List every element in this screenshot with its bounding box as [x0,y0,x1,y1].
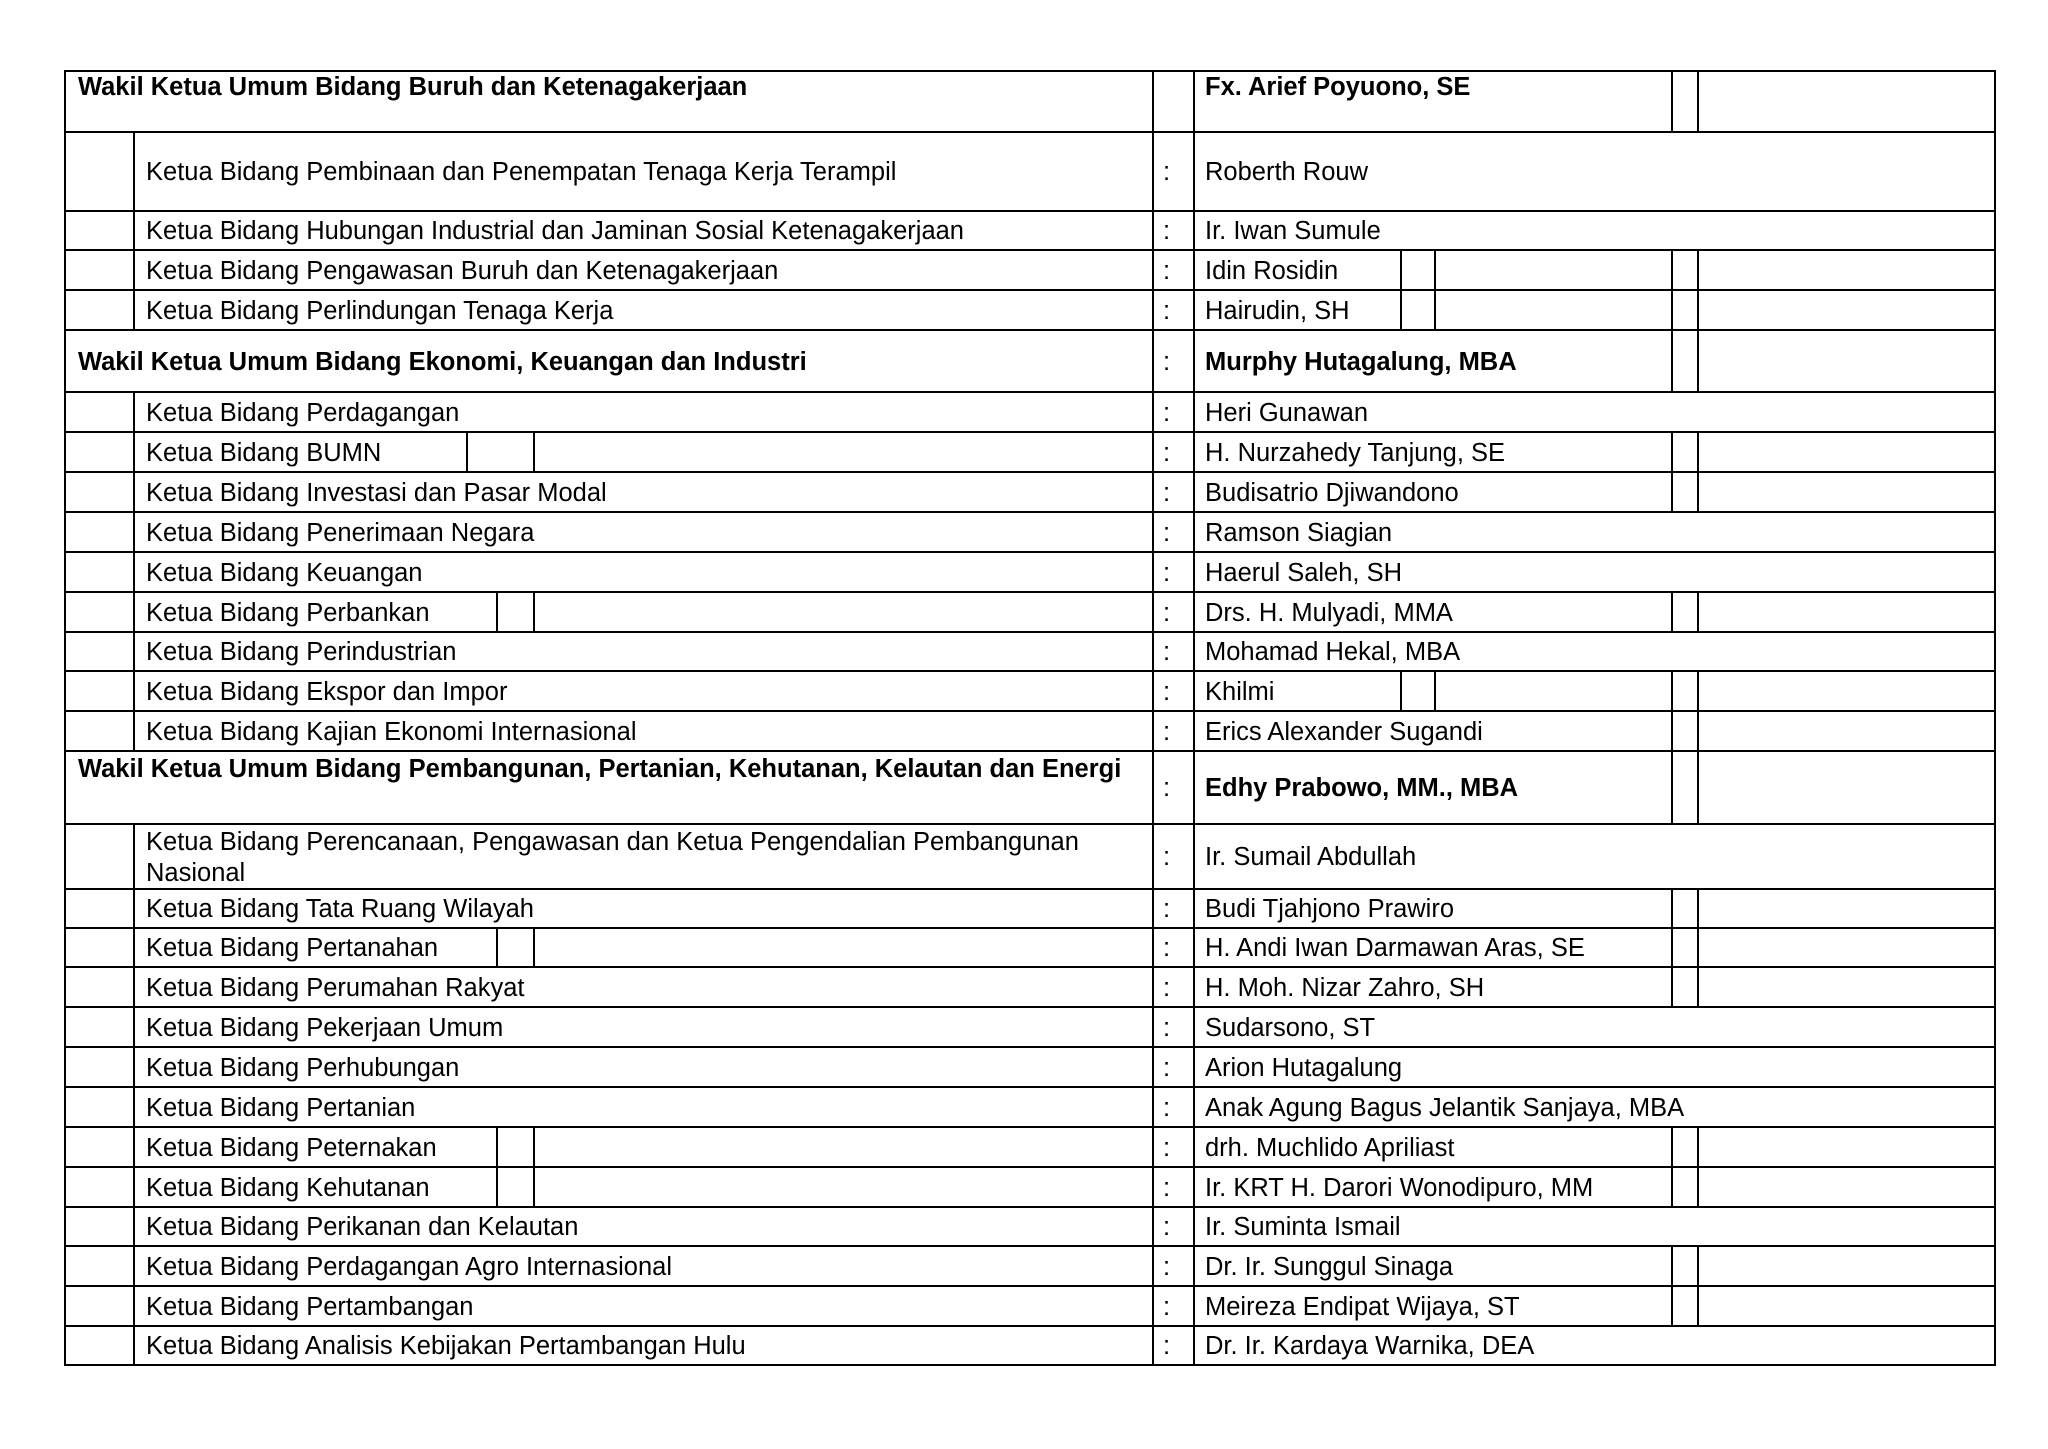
column-divider [1193,1206,1195,1245]
column-divider [1193,70,1195,131]
row-divider [64,329,1994,331]
column-divider [1193,431,1195,471]
separator-colon: : [1163,973,1171,1002]
separator-colon: : [1163,478,1171,507]
cell-divider [1400,289,1402,329]
row-divider [64,631,1994,633]
column-divider [1193,131,1195,210]
person-name: H. Nurzahedy Tanjung, SE [1205,438,1506,467]
position-label: Ketua Bidang Keuangan [146,558,423,587]
row-divider [64,289,1994,291]
person-name: Erics Alexander Sugandi [1205,717,1483,746]
row-divider [64,1245,1994,1247]
row-divider [64,551,1994,553]
column-divider [1152,1086,1154,1126]
person-name: Drs. H. Mulyadi, MMA [1205,598,1453,627]
row-divider [64,391,1994,393]
cell-divider [1697,329,1699,391]
cell-divider [1671,966,1673,1006]
person-name: Khilmi [1205,677,1275,706]
cell-divider [1671,1166,1673,1206]
row-divider [64,1285,1994,1287]
column-divider [1152,750,1154,823]
indent-divider [133,631,135,670]
column-divider [1193,1006,1195,1046]
cell-divider [1697,471,1699,511]
separator-colon: : [1163,1252,1171,1281]
person-name: Budi Tjahjono Prawiro [1205,895,1454,923]
column-divider [1152,631,1154,670]
column-divider [1152,1245,1154,1285]
cell-divider [1434,249,1436,289]
position-label: Ketua Bidang Analisis Kebijakan Pertambangan Hulu [146,1332,746,1360]
indent-divider [133,511,135,551]
indent-divider [133,966,135,1006]
section-heading: Wakil Ketua Umum Bidang Buruh dan Ketenagakerjaan [78,73,748,101]
indent-divider [133,431,135,471]
person-name: Hairudin, SH [1205,296,1350,325]
row-divider [64,210,1994,212]
indent-divider [133,591,135,631]
row-divider [64,1364,1994,1366]
cell-divider [1697,750,1699,823]
indent-divider [133,1325,135,1364]
section-head-name: Murphy Hutagalung, MBA [1205,347,1517,376]
person-name: Meireza Endipat Wijaya, ST [1205,1292,1520,1321]
cell-divider [1697,289,1699,329]
column-divider [1152,888,1154,927]
person-name: Sudarsono, ST [1205,1013,1376,1042]
column-divider [1193,249,1195,289]
row-divider [64,966,1994,968]
indent-divider [133,1046,135,1086]
cell-divider [1697,966,1699,1006]
position-label: Ketua Bidang Investasi dan Pasar Modal [146,478,607,507]
column-divider [1152,927,1154,966]
indent-divider [133,1166,135,1206]
position-label: Ketua Bidang Kehutanan [146,1173,430,1202]
indent-divider [133,927,135,966]
column-divider [1193,591,1195,631]
cell-divider [1697,431,1699,471]
row-divider [64,591,1994,593]
person-name: H. Andi Iwan Darmawan Aras, SE [1205,934,1585,962]
position-label: Ketua Bidang Perdagangan Agro Internasional [146,1252,672,1281]
position-label: Ketua Bidang Peternakan [146,1133,437,1162]
indent-divider [133,1006,135,1046]
separator-colon: : [1163,558,1171,587]
position-label: Ketua Bidang Tata Ruang Wilayah [146,895,534,923]
column-divider [1152,1006,1154,1046]
row-divider [64,1006,1994,1008]
column-divider [1193,1046,1195,1086]
cell-divider [1697,1285,1699,1325]
person-name: Ir. KRT H. Darori Wonodipuro, MM [1205,1173,1594,1202]
position-label: Ketua Bidang Pekerjaan Umum [146,1013,504,1042]
indent-divider [133,289,135,329]
cell-divider [1671,70,1673,131]
column-divider [1193,329,1195,391]
column-divider [1193,1166,1195,1206]
section-head-name: Edhy Prabowo, MM., MBA [1205,774,1519,802]
indent-divider [133,670,135,710]
cell-divider [1671,1285,1673,1325]
cell-divider [1671,329,1673,391]
column-divider [1152,329,1154,391]
indent-divider [133,551,135,591]
column-divider [1193,1126,1195,1166]
column-divider [1193,1086,1195,1126]
cell-divider [1671,471,1673,511]
column-divider [1152,1206,1154,1245]
column-divider [1152,1126,1154,1166]
cell-divider [1697,670,1699,710]
row-divider [64,670,1994,672]
section-head-name: Fx. Arief Poyuono, SE [1205,73,1471,101]
separator-colon: : [1163,1173,1171,1202]
indent-divider [133,1126,135,1166]
separator-colon: : [1163,1292,1171,1321]
separator-colon: : [1163,398,1171,427]
person-name: Heri Gunawan [1205,398,1368,427]
cell-divider [1697,591,1699,631]
cell-divider [1697,888,1699,927]
indent-divider [133,131,135,210]
indent-divider [133,710,135,750]
column-divider [1152,1166,1154,1206]
position-label: Ketua Bidang Pertanahan [146,934,439,962]
row-divider [64,927,1994,929]
row-divider [64,431,1994,433]
person-name: Idin Rosidin [1205,256,1339,285]
separator-colon: : [1163,438,1171,467]
cell-divider [1400,249,1402,289]
row-divider [64,1325,1994,1327]
cell-divider [1671,670,1673,710]
column-divider [1152,966,1154,1006]
indent-divider [133,391,135,431]
column-divider [1152,431,1154,471]
separator-colon: : [1163,598,1171,627]
separator-colon: : [1163,1093,1171,1122]
indent-divider [133,1206,135,1245]
column-divider [1193,391,1195,431]
column-divider [1193,551,1195,591]
cell-divider [1671,249,1673,289]
column-divider [1193,631,1195,670]
column-divider [1152,551,1154,591]
position-label: Ketua Bidang Perumahan Rakyat [146,973,525,1002]
cell-divider [1671,591,1673,631]
column-divider [1193,289,1195,329]
separator-colon: : [1163,217,1171,245]
indent-divider [133,1245,135,1285]
column-divider [1152,249,1154,289]
column-divider [1193,927,1195,966]
row-divider [64,750,1994,752]
column-divider [1152,471,1154,511]
row-divider [64,1126,1994,1128]
separator-colon: : [1163,1133,1171,1162]
column-divider [1193,750,1195,823]
separator-colon: : [1163,1213,1171,1241]
cell-divider [1697,927,1699,966]
column-divider [1193,511,1195,551]
person-name: Mohamad Hekal, MBA [1205,638,1461,666]
column-divider [1152,1325,1154,1364]
position-label: Ketua Bidang Perdagangan [146,398,460,427]
separator-colon: : [1163,934,1171,962]
position-label: Ketua Bidang Penerimaan Negara [146,518,535,547]
row-divider [64,249,1994,251]
separator-colon: : [1163,158,1171,186]
column-divider [1193,966,1195,1006]
position-label: Ketua Bidang Perencanaan, Pengawasan dan Ketua Pengendalian Pembangunan Nasional [146,828,1079,887]
column-divider [1193,670,1195,710]
column-divider [1193,710,1195,750]
person-name: H. Moh. Nizar Zahro, SH [1205,973,1485,1002]
person-name: Ir. Iwan Sumule [1205,217,1381,245]
column-divider [1152,710,1154,750]
cell-divider [1697,249,1699,289]
section-heading: Wakil Ketua Umum Bidang Ekonomi, Keuangan dan Industri [78,347,807,376]
cell-divider [1434,289,1436,329]
column-divider [1193,1245,1195,1285]
cell-divider [1671,710,1673,750]
cell-divider [1671,1126,1673,1166]
position-label: Ketua Bidang Pertanian [146,1093,416,1122]
row-divider [64,1046,1994,1048]
column-divider [1193,1325,1195,1364]
column-divider [1152,1285,1154,1325]
column-divider [1193,823,1195,888]
section-heading: Wakil Ketua Umum Bidang Pembangunan, Pertanian, Kehutanan, Kelautan dan Energi [78,755,1122,783]
column-divider [1152,210,1154,249]
separator-colon: : [1163,843,1171,871]
person-name: Ramson Siagian [1205,518,1393,547]
row-divider [64,1086,1994,1088]
position-label: Ketua Bidang Ekspor dan Impor [146,677,508,706]
separator-colon: : [1163,717,1171,746]
cell-divider [1671,289,1673,329]
column-divider [1152,823,1154,888]
position-label: Ketua Bidang Hubungan Industrial dan Jaminan Sosial Ketenagakerjaan [146,217,964,245]
position-label: Ketua Bidang BUMN [146,438,382,467]
separator-colon: : [1163,1332,1171,1360]
table-border-right [1994,70,1996,1366]
person-name: Roberth Rouw [1205,158,1368,186]
indent-divider [133,1285,135,1325]
indent-divider [133,823,135,888]
position-label: Ketua Bidang Pengawasan Buruh dan Ketenagakerjaan [146,256,779,285]
person-name: Arion Hutagalung [1205,1053,1403,1082]
row-divider [64,710,1994,712]
position-label: Ketua Bidang Pembinaan dan Penempatan Tenaga Kerja Terampil [146,158,897,186]
person-name: Haerul Saleh, SH [1205,558,1403,587]
column-divider [1152,131,1154,210]
cell-divider [1671,431,1673,471]
position-label: Ketua Bidang Perikanan dan Kelautan [146,1213,579,1241]
cell-divider [1434,670,1436,710]
person-name: Ir. Sumail Abdullah [1205,843,1417,871]
indent-divider [133,888,135,927]
indent-divider [133,210,135,249]
separator-colon: : [1163,518,1171,547]
column-divider [1152,289,1154,329]
person-name: Budisatrio Djiwandono [1205,478,1459,507]
row-divider [64,1166,1994,1168]
position-label: Ketua Bidang Perhubungan [146,1053,460,1082]
row-divider [64,823,1994,825]
indent-divider [133,1086,135,1126]
separator-colon: : [1163,256,1171,285]
cell-divider [1697,1166,1699,1206]
row-divider [64,131,1994,133]
person-name: Ir. Suminta Ismail [1205,1213,1401,1241]
cell-divider [1697,70,1699,131]
column-divider [1193,210,1195,249]
row-divider [64,471,1994,473]
indent-divider [133,249,135,289]
cell-divider [1400,670,1402,710]
position-label: Ketua Bidang Perbankan [146,598,430,627]
indent-divider [133,471,135,511]
column-divider [1152,1046,1154,1086]
column-divider [1193,888,1195,927]
cell-divider [1671,1245,1673,1285]
person-name: drh. Muchlido Apriliast [1205,1133,1455,1162]
position-label: Ketua Bidang Pertambangan [146,1292,474,1321]
row-divider [64,1206,1994,1208]
cell-divider [1697,1245,1699,1285]
person-name: Anak Agung Bagus Jelantik Sanjaya, MBA [1205,1093,1685,1122]
cell-divider [1671,750,1673,823]
position-label: Ketua Bidang Perindustrian [146,638,457,666]
separator-colon: : [1163,1053,1171,1082]
table-border-left [64,70,66,1364]
cell-divider [1697,710,1699,750]
row-divider [64,511,1994,513]
cell-divider [1671,927,1673,966]
position-label: Ketua Bidang Kajian Ekonomi Internasional [146,717,637,746]
separator-colon: : [1163,347,1171,376]
column-divider [1152,70,1154,131]
column-divider [1193,1285,1195,1325]
position-label: Ketua Bidang Perlindungan Tenaga Kerja [146,296,614,325]
separator-colon: : [1163,638,1171,666]
column-divider [1152,391,1154,431]
person-name: Dr. Ir. Sunggul Sinaga [1205,1252,1454,1281]
separator-colon: : [1163,677,1171,706]
column-divider [1152,670,1154,710]
separator-colon: : [1163,296,1171,325]
cell-divider [1697,1126,1699,1166]
column-divider [1193,471,1195,511]
separator-colon: : [1163,1013,1171,1042]
person-name: Dr. Ir. Kardaya Warnika, DEA [1205,1332,1535,1360]
cell-divider [1671,888,1673,927]
column-divider [1152,511,1154,551]
separator-colon: : [1163,774,1171,802]
column-divider [1152,591,1154,631]
separator-colon: : [1163,895,1171,923]
